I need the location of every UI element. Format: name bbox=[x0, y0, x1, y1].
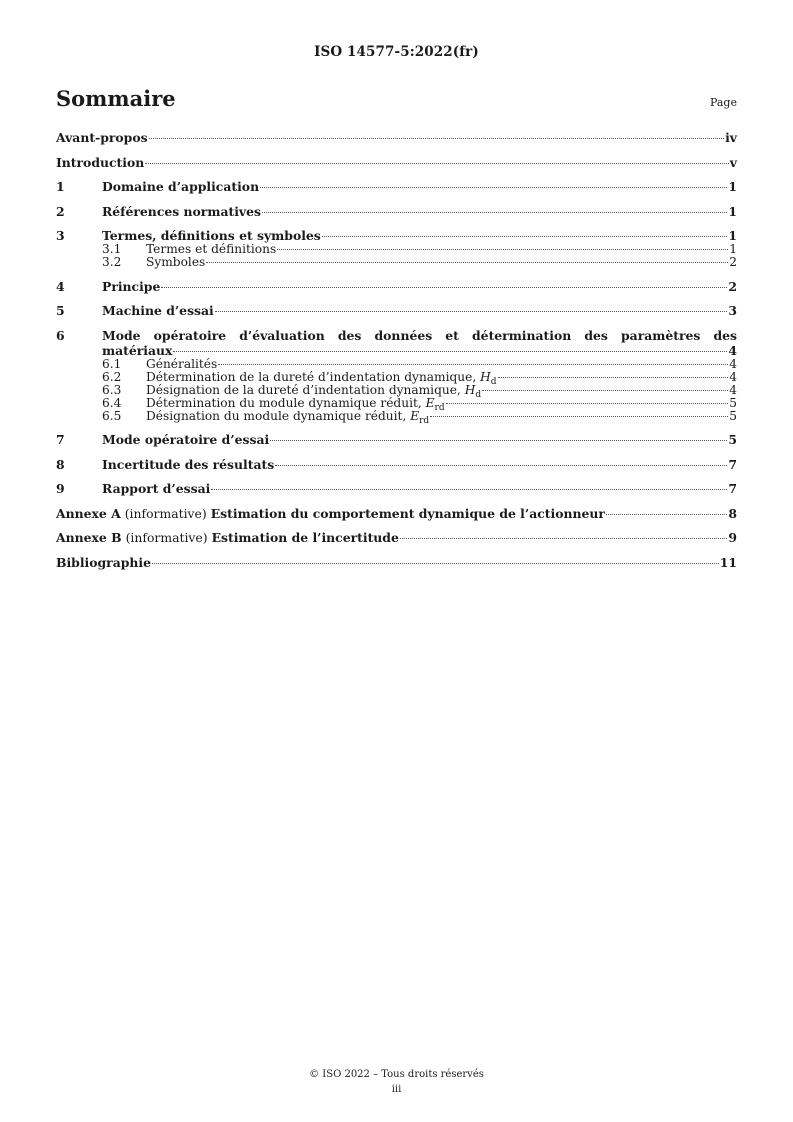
page-title: Sommaire bbox=[56, 86, 176, 111]
toc-entry-label: Termes, définitions et symboles bbox=[102, 228, 321, 243]
toc-entry-label: Principe bbox=[102, 278, 161, 294]
toc-entry-label: Incertitude des résultats bbox=[102, 456, 275, 472]
toc-entry-number: 6.5 bbox=[102, 408, 122, 423]
toc-entry-1[interactable] bbox=[56, 179, 737, 194]
toc-entry-8[interactable] bbox=[56, 457, 737, 472]
toc-entry-number: 3 bbox=[56, 228, 65, 243]
toc-entry-annex-b[interactable] bbox=[56, 530, 737, 545]
toc-entry-number: 5 bbox=[56, 303, 65, 318]
toc-entry-page: 4 bbox=[728, 342, 737, 358]
variable-symbol: H bbox=[480, 369, 491, 384]
page-column-label: Page bbox=[709, 96, 737, 109]
toc-entry-6-5[interactable] bbox=[56, 408, 737, 426]
dot-leader bbox=[161, 287, 727, 288]
annex-qualifier: (informative) bbox=[125, 530, 208, 545]
dot-leader bbox=[218, 364, 728, 365]
toc-entry-page: 2 bbox=[728, 278, 737, 294]
toc-entry-number: 6 bbox=[56, 327, 65, 343]
toc-entry-label: Termes et définitions bbox=[146, 242, 277, 256]
copyright-notice: © ISO 2022 – Tous droits réservés bbox=[309, 1069, 484, 1080]
toc-entry-6[interactable] bbox=[56, 328, 737, 343]
dot-leader bbox=[260, 187, 727, 188]
dot-leader bbox=[446, 403, 729, 404]
toc-entry-label: Machine d’essai bbox=[102, 303, 214, 318]
dot-leader bbox=[430, 416, 728, 417]
variable-symbol: H bbox=[464, 382, 476, 397]
toc-entry-number: 9 bbox=[56, 481, 65, 496]
toc-entry-number: 6.4 bbox=[102, 395, 122, 410]
variable-symbol: E bbox=[425, 395, 435, 410]
annex-qualifier: (informative) bbox=[124, 505, 207, 521]
dot-leader bbox=[149, 138, 725, 139]
dot-leader bbox=[482, 390, 728, 391]
toc-entry-page: 4 bbox=[729, 382, 737, 397]
toc-entry-number: 3.2 bbox=[102, 255, 122, 269]
toc-entry-page: 11 bbox=[719, 554, 737, 570]
toc-entry-avant-propos[interactable] bbox=[56, 130, 737, 145]
toc-entry-annex-a[interactable] bbox=[56, 506, 737, 521]
toc-entry-page: 4 bbox=[729, 356, 737, 371]
dot-leader bbox=[606, 514, 727, 515]
dot-leader bbox=[152, 563, 719, 564]
toc-entry-number: 6.2 bbox=[102, 369, 122, 384]
variable-subscript: d bbox=[475, 389, 482, 400]
toc-entry-label: Introduction bbox=[56, 154, 145, 170]
toc-entry-7[interactable] bbox=[56, 432, 737, 447]
table-of-contents bbox=[56, 130, 737, 570]
toc-entry-page: 1 bbox=[728, 228, 737, 243]
toc-entry-number: 3.1 bbox=[102, 242, 122, 256]
toc-entry-number: 7 bbox=[56, 432, 65, 447]
toc-entry-label: Symboles bbox=[146, 255, 206, 269]
dot-leader bbox=[262, 212, 727, 213]
toc-entry-number: 6.3 bbox=[102, 382, 122, 397]
toc-entry-page: 8 bbox=[728, 505, 737, 521]
toc-entry-page: 7 bbox=[728, 481, 737, 496]
toc-entry-page: 5 bbox=[728, 432, 737, 447]
dot-leader bbox=[322, 236, 728, 237]
variable-subscript: rd bbox=[434, 402, 445, 413]
toc-entry-page: 4 bbox=[729, 369, 737, 384]
dot-leader bbox=[215, 311, 728, 312]
toc-entry-bibliographie[interactable] bbox=[56, 555, 737, 570]
toc-entry-label-line2: matériaux bbox=[102, 342, 173, 358]
dot-leader bbox=[206, 262, 728, 263]
toc-entry-number: 4 bbox=[56, 278, 65, 294]
dot-leader bbox=[277, 249, 728, 250]
toc-entry-label: Mode opératoire d’essai bbox=[102, 432, 270, 447]
toc-entry-2[interactable] bbox=[56, 204, 737, 219]
toc-entry-page: iv bbox=[725, 130, 737, 145]
toc-entry-page: 1 bbox=[728, 203, 737, 219]
title-row bbox=[56, 86, 737, 111]
dot-leader bbox=[211, 489, 727, 490]
toc-entry-page: 3 bbox=[728, 303, 737, 318]
document-header: ISO 14577-5:2022(fr) bbox=[314, 44, 479, 60]
toc-entry-page: 7 bbox=[728, 456, 737, 472]
toc-entry-page: 5 bbox=[729, 408, 737, 423]
toc-entry-9[interactable] bbox=[56, 481, 737, 496]
toc-entry-number: 8 bbox=[56, 456, 65, 472]
toc-entry-label: Domaine d’application bbox=[102, 179, 260, 194]
toc-entry-label: Détermination du module dynamique réduit, $E_{rd}$ bbox=[146, 395, 445, 413]
dot-leader bbox=[270, 440, 727, 441]
toc-entry-page: 2 bbox=[729, 255, 737, 269]
toc-entry-page: 1 bbox=[728, 179, 737, 194]
annex-label: Annexe A bbox=[56, 505, 121, 521]
toc-entry-page: 5 bbox=[729, 395, 737, 410]
variable-symbol: E bbox=[410, 408, 420, 423]
toc-entry-4[interactable] bbox=[56, 279, 737, 294]
toc-entry-label: Désignation de la dureté d’indentation dynamique, $H_d$ bbox=[146, 382, 482, 400]
dot-leader bbox=[275, 465, 727, 466]
toc-entry-3-2[interactable] bbox=[56, 256, 737, 269]
annex-title: Estimation du comportement dynamique de l’actionneur bbox=[210, 505, 605, 521]
annex-title: Estimation de l’incertitude bbox=[211, 530, 399, 545]
annex-label: Annexe B bbox=[56, 530, 122, 545]
toc-entry-introduction[interactable] bbox=[56, 155, 737, 170]
toc-entry-label-line1: Mode opératoire d’évaluation des données et détermination des paramètres des bbox=[102, 327, 737, 343]
toc-entry-label: Généralités bbox=[146, 356, 218, 371]
toc-entry-number: 2 bbox=[56, 203, 65, 219]
variable-subscript: d bbox=[490, 376, 497, 387]
toc-entry-label: Avant-propos bbox=[56, 130, 148, 145]
toc-entry-label: Références normatives bbox=[102, 203, 261, 219]
dot-leader bbox=[400, 538, 728, 539]
page-number: iii bbox=[391, 1084, 402, 1095]
toc-entry-number: 6.1 bbox=[102, 356, 122, 371]
page-footer bbox=[0, 1067, 793, 1097]
toc-entry-page: v bbox=[729, 154, 737, 170]
toc-entry-page: 1 bbox=[729, 242, 737, 256]
toc-entry-5[interactable] bbox=[56, 303, 737, 318]
toc-entry-label: Désignation du module dynamique réduit, $E_{rd}$ bbox=[146, 408, 430, 426]
toc-entry-3[interactable] bbox=[56, 228, 737, 243]
toc-entry-label: Détermination de la dureté d’indentation dynamique, $H_d$ bbox=[146, 369, 497, 387]
dot-leader bbox=[145, 163, 729, 164]
variable-subscript: rd bbox=[419, 415, 430, 426]
toc-entry-page: 9 bbox=[728, 530, 737, 545]
toc-entry-label: Rapport d’essai bbox=[102, 481, 211, 496]
dot-leader bbox=[498, 377, 729, 378]
toc-entry-number: 1 bbox=[56, 179, 65, 194]
toc-entry-6-continued[interactable] bbox=[56, 343, 737, 358]
dot-leader bbox=[173, 351, 727, 352]
toc-entry-label: Bibliographie bbox=[56, 554, 152, 570]
